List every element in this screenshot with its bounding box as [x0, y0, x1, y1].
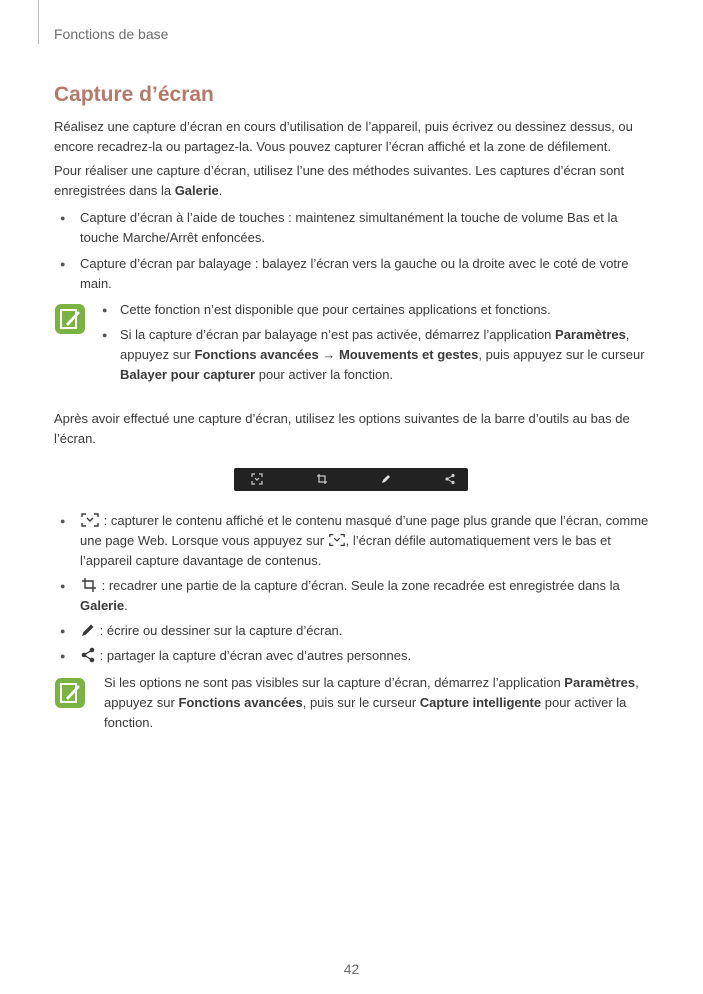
method-text: Capture d’écran à l’aide de touches : maintenez simultanément la touche de volume Bas et la touche Marche/Arrêt enfoncées.: [80, 210, 618, 245]
bullet-icon: ●: [60, 651, 66, 661]
intro-paragraph: Réalisez une capture d’écran en cours d’utilisation de l’appareil, puis écrivez ou dessinez dessus, ou encore recadrez-la ou partagez-la. Vous pouvez capturer l’écran affiché et la zone de défilement.: [54, 119, 633, 154]
share-icon[interactable]: [444, 473, 456, 485]
scroll-capture-icon[interactable]: [251, 473, 263, 485]
note-icon: [55, 678, 85, 708]
share-icon: [80, 647, 96, 663]
bullet-icon: ●: [60, 581, 66, 591]
note-text: Si les options ne sont pas visibles sur la capture d’écran, démarrez l’application Paramètres, appuyez sur Fonctions avancées, puis sur le curseur Capture intelligente pour activer la fonction.: [104, 675, 639, 730]
scroll-capture-icon: [80, 512, 100, 528]
bullet-icon: ●: [60, 516, 66, 526]
methods-intro-paragraph: Pour réaliser une capture d’écran, utilisez l’une des méthodes suivantes. Les captures d’écran sont enregistrées dans la Galerie.: [54, 163, 625, 198]
note-icon: [55, 304, 85, 334]
header-rule: [38, 0, 39, 44]
section-label: Fonctions de base: [54, 26, 169, 42]
bullet-icon: ●: [60, 259, 66, 269]
page-title: Capture d’écran: [54, 83, 214, 106]
note-text: Cette fonction n’est disponible que pour certaines applications et fonctions.: [120, 302, 551, 317]
toolbar-intro-paragraph: Après avoir effectué une capture d’écran, utilisez les options suivantes de la barre d’outils au bas de l’écran.: [54, 411, 630, 446]
page-number: 42: [343, 961, 360, 977]
screenshot-toolbar: [234, 468, 468, 491]
crop-icon[interactable]: [316, 473, 328, 485]
bullet-icon: ●: [102, 305, 108, 315]
bullet-icon: ●: [60, 213, 66, 223]
option-text: : recadrer une partie de la capture d’écran. Seule la zone recadrée est enregistrée dans la Galerie.: [80, 578, 620, 613]
option-text: : partager la capture d’écran avec d’autres personnes.: [80, 646, 650, 666]
pen-icon[interactable]: [380, 473, 392, 485]
method-text: Capture d’écran par balayage : balayez l’écran vers la gauche ou la droite avec le coté de votre main.: [80, 256, 629, 291]
note-text: Si la capture d’écran par balayage n’est pas activée, démarrez l’application Paramètres, appuyez sur Fonctions avancées → Mouvements et gestes, puis appuyez sur le curseur Balayer pour capturer pour activer la fonction.: [120, 327, 645, 382]
bullet-icon: ●: [60, 626, 66, 636]
option-text: : capturer le contenu affiché et le contenu masqué d’une page plus grande que l’écran, comme une page Web. Lorsque vous appuyez sur , l’écran défile automatiquement vers le bas et l’appareil capture davantage de contenus.: [80, 513, 649, 568]
bullet-icon: ●: [102, 330, 108, 340]
scroll-capture-icon: [328, 532, 346, 548]
pen-icon: [80, 622, 96, 638]
crop-icon: [80, 577, 98, 593]
option-text: : écrire ou dessiner sur la capture d’écran.: [80, 621, 650, 641]
